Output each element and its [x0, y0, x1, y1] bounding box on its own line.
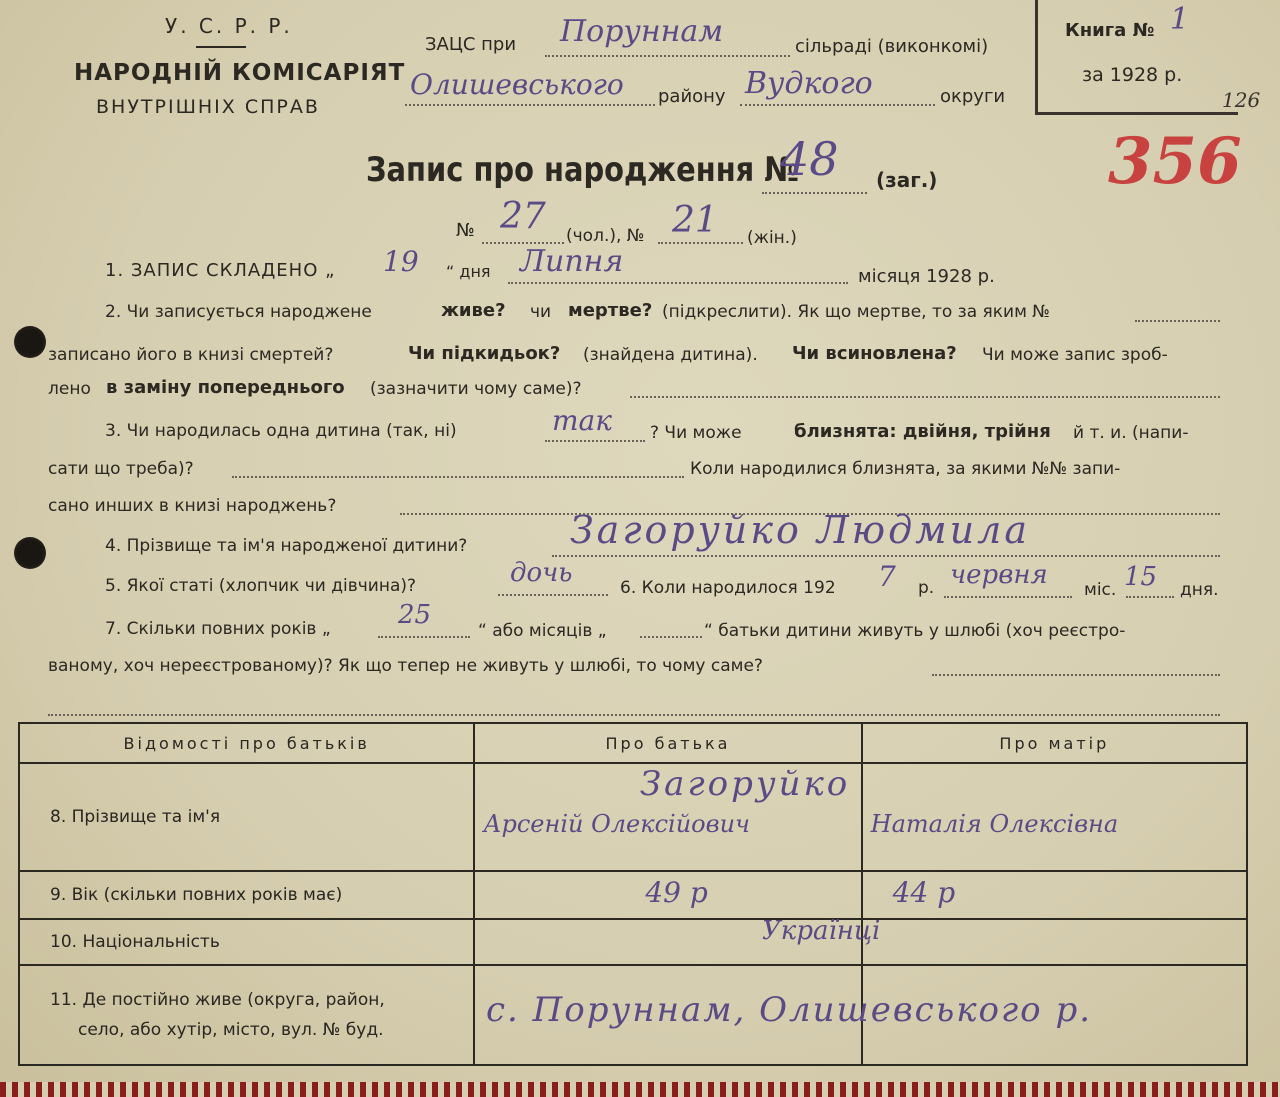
col-header-mother: Про матір [862, 723, 1247, 763]
item5-sex-handwritten: дочь [510, 558, 573, 588]
item2-line1-a: 2. Чи записується народжене [105, 302, 372, 322]
bottom-edge-band [0, 1082, 1280, 1097]
item1-suffix: місяця 1928 р. [858, 266, 995, 287]
item2-line3-c: (зазначити чому саме)? [370, 379, 582, 399]
row-label-age: 9. Вік (скільки повних років має) [19, 871, 474, 919]
item6-month-label: міс. [1084, 580, 1117, 600]
surname-handwritten: Загоруйко [640, 764, 851, 804]
item6-year-handwritten: 7 [878, 560, 896, 593]
item2-or: чи [530, 302, 552, 322]
col-header-father: Про батька [474, 723, 861, 763]
item1-day-label: “ дня [446, 262, 491, 281]
row-label-residence: 11. Де постійно живе (округа, район, село, або хутір, місто, вул. № буд. [19, 965, 474, 1065]
zags-village-handwritten: Поруннам [560, 14, 724, 49]
table-row [19, 919, 1247, 965]
mother-name-handwritten: Наталія Олексівна [870, 810, 1119, 838]
book-number-handwritten: 1 [1170, 2, 1190, 37]
row-label-name: 8. Прізвище та ім'я [19, 763, 474, 871]
zags-suffix: сільраді (виконкомі) [795, 36, 989, 57]
commissariat-title: НАРОДНІЙ КОМІСАРІЯТ [74, 60, 406, 86]
item2-adopted: Чи всиновлена? [792, 343, 957, 364]
item3-twins: близнята: двійня, трійня [794, 421, 1051, 442]
female-number-handwritten: 21 [672, 200, 718, 241]
male-label: (чол.), № [566, 226, 645, 246]
item6-day-handwritten: 15 [1124, 562, 1158, 592]
item7-line2: ваному, хоч нереєстрованому)? Як що тепер не живуть у шлюбі, то чому саме? [48, 656, 763, 676]
zags-prefix: ЗАЦС при [425, 34, 517, 55]
item2-line1-c: (підкреслити). Як що мертве, то за яким № [662, 302, 1050, 322]
punch-hole-top [14, 326, 46, 358]
mother-nationality-cell [862, 919, 1247, 965]
item6-year-suffix: р. [918, 578, 935, 598]
item6-month-handwritten: червня [950, 560, 1048, 590]
okrug-handwritten: Вудкого [745, 66, 873, 101]
item1-day-handwritten: 19 [383, 245, 419, 278]
mother-name-cell [862, 763, 1247, 871]
subtitle-no: № [456, 220, 475, 241]
ussr-label: У. С. Р. Р. [165, 14, 293, 38]
district-label: району [658, 86, 726, 107]
item3-line2-a: сати що треба)? [48, 459, 194, 479]
child-name-handwritten: Загоруйко Людмила [570, 508, 1030, 552]
table-row [19, 763, 1247, 871]
item6-label: 6. Коли народилося 192 [620, 578, 836, 598]
district-handwritten: Олишевського [410, 68, 624, 101]
item3-line3: сано инших в книзі народжень? [48, 496, 337, 516]
item2-line2-c: Чи може запис зроб- [982, 345, 1168, 365]
father-age-handwritten: 49 р [645, 876, 708, 909]
page-number-handwritten: 126 [1222, 88, 1261, 112]
male-number-handwritten: 27 [500, 196, 546, 237]
commissariat-subtitle: ВНУТРІШНІХ СПРАВ [96, 96, 320, 118]
mother-age-handwritten: 44 р [892, 876, 956, 909]
record-number-handwritten: 48 [780, 132, 839, 186]
item3-line1-b: ? Чи може [650, 423, 742, 443]
item5-label: 5. Якої статі (хлопчик чи дівчина)? [105, 576, 417, 596]
residence-handwritten: с. Поруннам, Олишевського р. [486, 990, 1093, 1030]
record-suffix: (заг.) [876, 168, 938, 192]
item7-years-handwritten: 25 [398, 600, 432, 630]
nationality-handwritten: Українці [762, 916, 881, 946]
item2-line3-a: лено [48, 379, 91, 399]
item1-prefix: 1. ЗАПИС СКЛАДЕНО „ [105, 260, 336, 281]
book-label: Книга № [1065, 20, 1155, 41]
item2-foundling: Чи підкидьок? [408, 343, 561, 364]
book-box [1035, 0, 1238, 115]
item3-single-handwritten: так [552, 404, 612, 437]
item4-label: 4. Прізвище та ім'я народженої дитини? [105, 536, 468, 556]
female-label: (жін.) [747, 228, 797, 248]
book-year: за 1928 р. [1082, 64, 1183, 86]
item3-line2-b: Коли народилися близнята, за якими №№ запи- [690, 459, 1121, 479]
table-row [19, 871, 1247, 919]
item3-line1-a: 3. Чи народилась одна дитина (так, ні) [105, 421, 457, 441]
mother-age-cell [862, 871, 1247, 919]
item2-line2-b: (знайдена дитина). [583, 345, 758, 365]
okrug-label: округи [940, 86, 1006, 107]
item7-line1-a: 7. Скільки повних років „ [105, 619, 331, 639]
item2-dead: мертве? [568, 300, 653, 321]
punch-hole-bottom [14, 537, 46, 569]
red-record-number: 356 [1108, 124, 1242, 199]
item2-replacement: в заміну попереднього [106, 377, 345, 398]
father-name-handwritten: Арсеній Олексійович [483, 810, 750, 838]
item3-line1-c: й т. и. (напи- [1073, 423, 1189, 443]
header-divider [196, 46, 246, 48]
item7-line1-b: “ або місяців „ [478, 621, 607, 641]
item1-month-handwritten: Липня [520, 244, 624, 279]
item6-day-label: дня. [1180, 580, 1219, 600]
father-age-cell [474, 871, 861, 919]
table-header-row [19, 723, 1247, 763]
row-label-nationality: 10. Національність [19, 919, 474, 965]
col-header-parents-info: Відомості про батьків [19, 723, 474, 763]
item2-alive: живе? [441, 300, 506, 321]
item2-line2-a: записано його в книзі смертей? [48, 345, 334, 365]
item7-line1-c: “ батьки дитини живуть у шлюбі (хоч реєстро- [704, 621, 1126, 641]
record-title: Запис про народження № [366, 150, 800, 190]
